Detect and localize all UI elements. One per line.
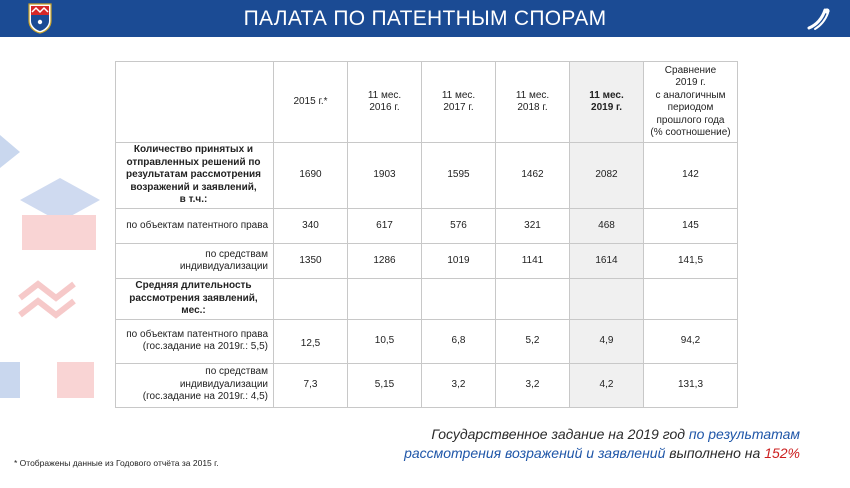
table-cell: 2082 <box>570 143 644 209</box>
table-cell: 94,2 <box>644 319 738 363</box>
table-cell: 1903 <box>348 143 422 209</box>
table-cell: 12,5 <box>274 319 348 363</box>
row-label: по средствам индивидуализации <box>116 244 274 279</box>
table-cell: 4,9 <box>570 319 644 363</box>
table-cell: 1462 <box>496 143 570 209</box>
header-col-2015 <box>274 62 348 143</box>
row-label: по объектам патентного права (гос.задание на 2019г.: 5,5) <box>116 319 274 363</box>
table-cell: 1350 <box>274 244 348 279</box>
table-cell <box>274 279 348 320</box>
table-cell: 468 <box>570 209 644 244</box>
table-cell: 10,5 <box>348 319 422 363</box>
header-col-2016 <box>348 62 422 143</box>
table-cell: 7,3 <box>274 363 348 407</box>
page-title: ПАЛАТА ПО ПАТЕНТНЫМ СПОРАМ <box>243 7 607 30</box>
table-cell: 1595 <box>422 143 496 209</box>
table-cell: 1019 <box>422 244 496 279</box>
table-cell: 131,3 <box>644 363 738 407</box>
row-label: Средняя длительность рассмотрения заявлений, мес.: <box>116 279 274 320</box>
header-col-2019 <box>570 62 644 143</box>
header-col-2017 <box>422 62 496 143</box>
table-cell <box>422 279 496 320</box>
rospatent-logo-icon <box>806 7 832 31</box>
table-cell: 142 <box>644 143 738 209</box>
table-cell: 1286 <box>348 244 422 279</box>
table-cell: 6,8 <box>422 319 496 363</box>
column-header: 11 мес. 2019 г. <box>589 89 624 113</box>
table-cell <box>570 279 644 320</box>
decorative-shapes <box>0 100 100 430</box>
table-cell: 340 <box>274 209 348 244</box>
table-row <box>116 319 738 363</box>
table-cell: 576 <box>422 209 496 244</box>
table-cell: 1141 <box>496 244 570 279</box>
conclusion-line-2: рассмотрения возражений и заявлений выполнено на 152% <box>404 445 800 461</box>
table-cell: 3,2 <box>422 363 496 407</box>
row-label: по объектам патентного права <box>116 209 274 244</box>
conclusion-text <box>360 425 800 463</box>
column-header: 2015 г.* <box>293 95 328 107</box>
header-col-2018 <box>496 62 570 143</box>
column-header: 11 мес. 2018 г. <box>515 89 550 113</box>
table-row <box>116 143 738 209</box>
table-row <box>116 209 738 244</box>
table-cell: 5,15 <box>348 363 422 407</box>
table-cell <box>348 279 422 320</box>
table-cell: 3,2 <box>496 363 570 407</box>
table-cell: 4,2 <box>570 363 644 407</box>
table-cell: 141,5 <box>644 244 738 279</box>
row-label: по средствам индивидуализации (гос.задание на 2019г.: 4,5) <box>116 363 274 407</box>
table-cell: 617 <box>348 209 422 244</box>
table-cell: 145 <box>644 209 738 244</box>
table-cell: 321 <box>496 209 570 244</box>
table-cell: 1690 <box>274 143 348 209</box>
table-row <box>116 363 738 407</box>
conclusion-line-1: Государственное задание на 2019 год по результатам <box>431 426 800 442</box>
header-col-comparison <box>644 62 738 143</box>
table-row <box>116 244 738 279</box>
row-label: Количество принятых и отправленных решений по результатам рассмотрения возражений и заявлений, в т.ч.: <box>116 143 274 209</box>
table-cell <box>644 279 738 320</box>
table-cell <box>496 279 570 320</box>
column-header: 11 мес. 2016 г. <box>367 89 402 113</box>
table-cell: 5,2 <box>496 319 570 363</box>
table-header-row <box>116 62 738 143</box>
header-empty-cell <box>116 62 274 143</box>
footnote: * Отображены данные из Годового отчёта за 2015 г. <box>14 458 219 468</box>
column-header: 11 мес. 2017 г. <box>441 89 476 113</box>
table-row <box>116 279 738 320</box>
column-header: Сравнение 2019 г. с аналогичным периодом прошлого года (% соотношение) <box>650 64 731 138</box>
table-cell: 1614 <box>570 244 644 279</box>
statistics-table <box>115 61 738 408</box>
